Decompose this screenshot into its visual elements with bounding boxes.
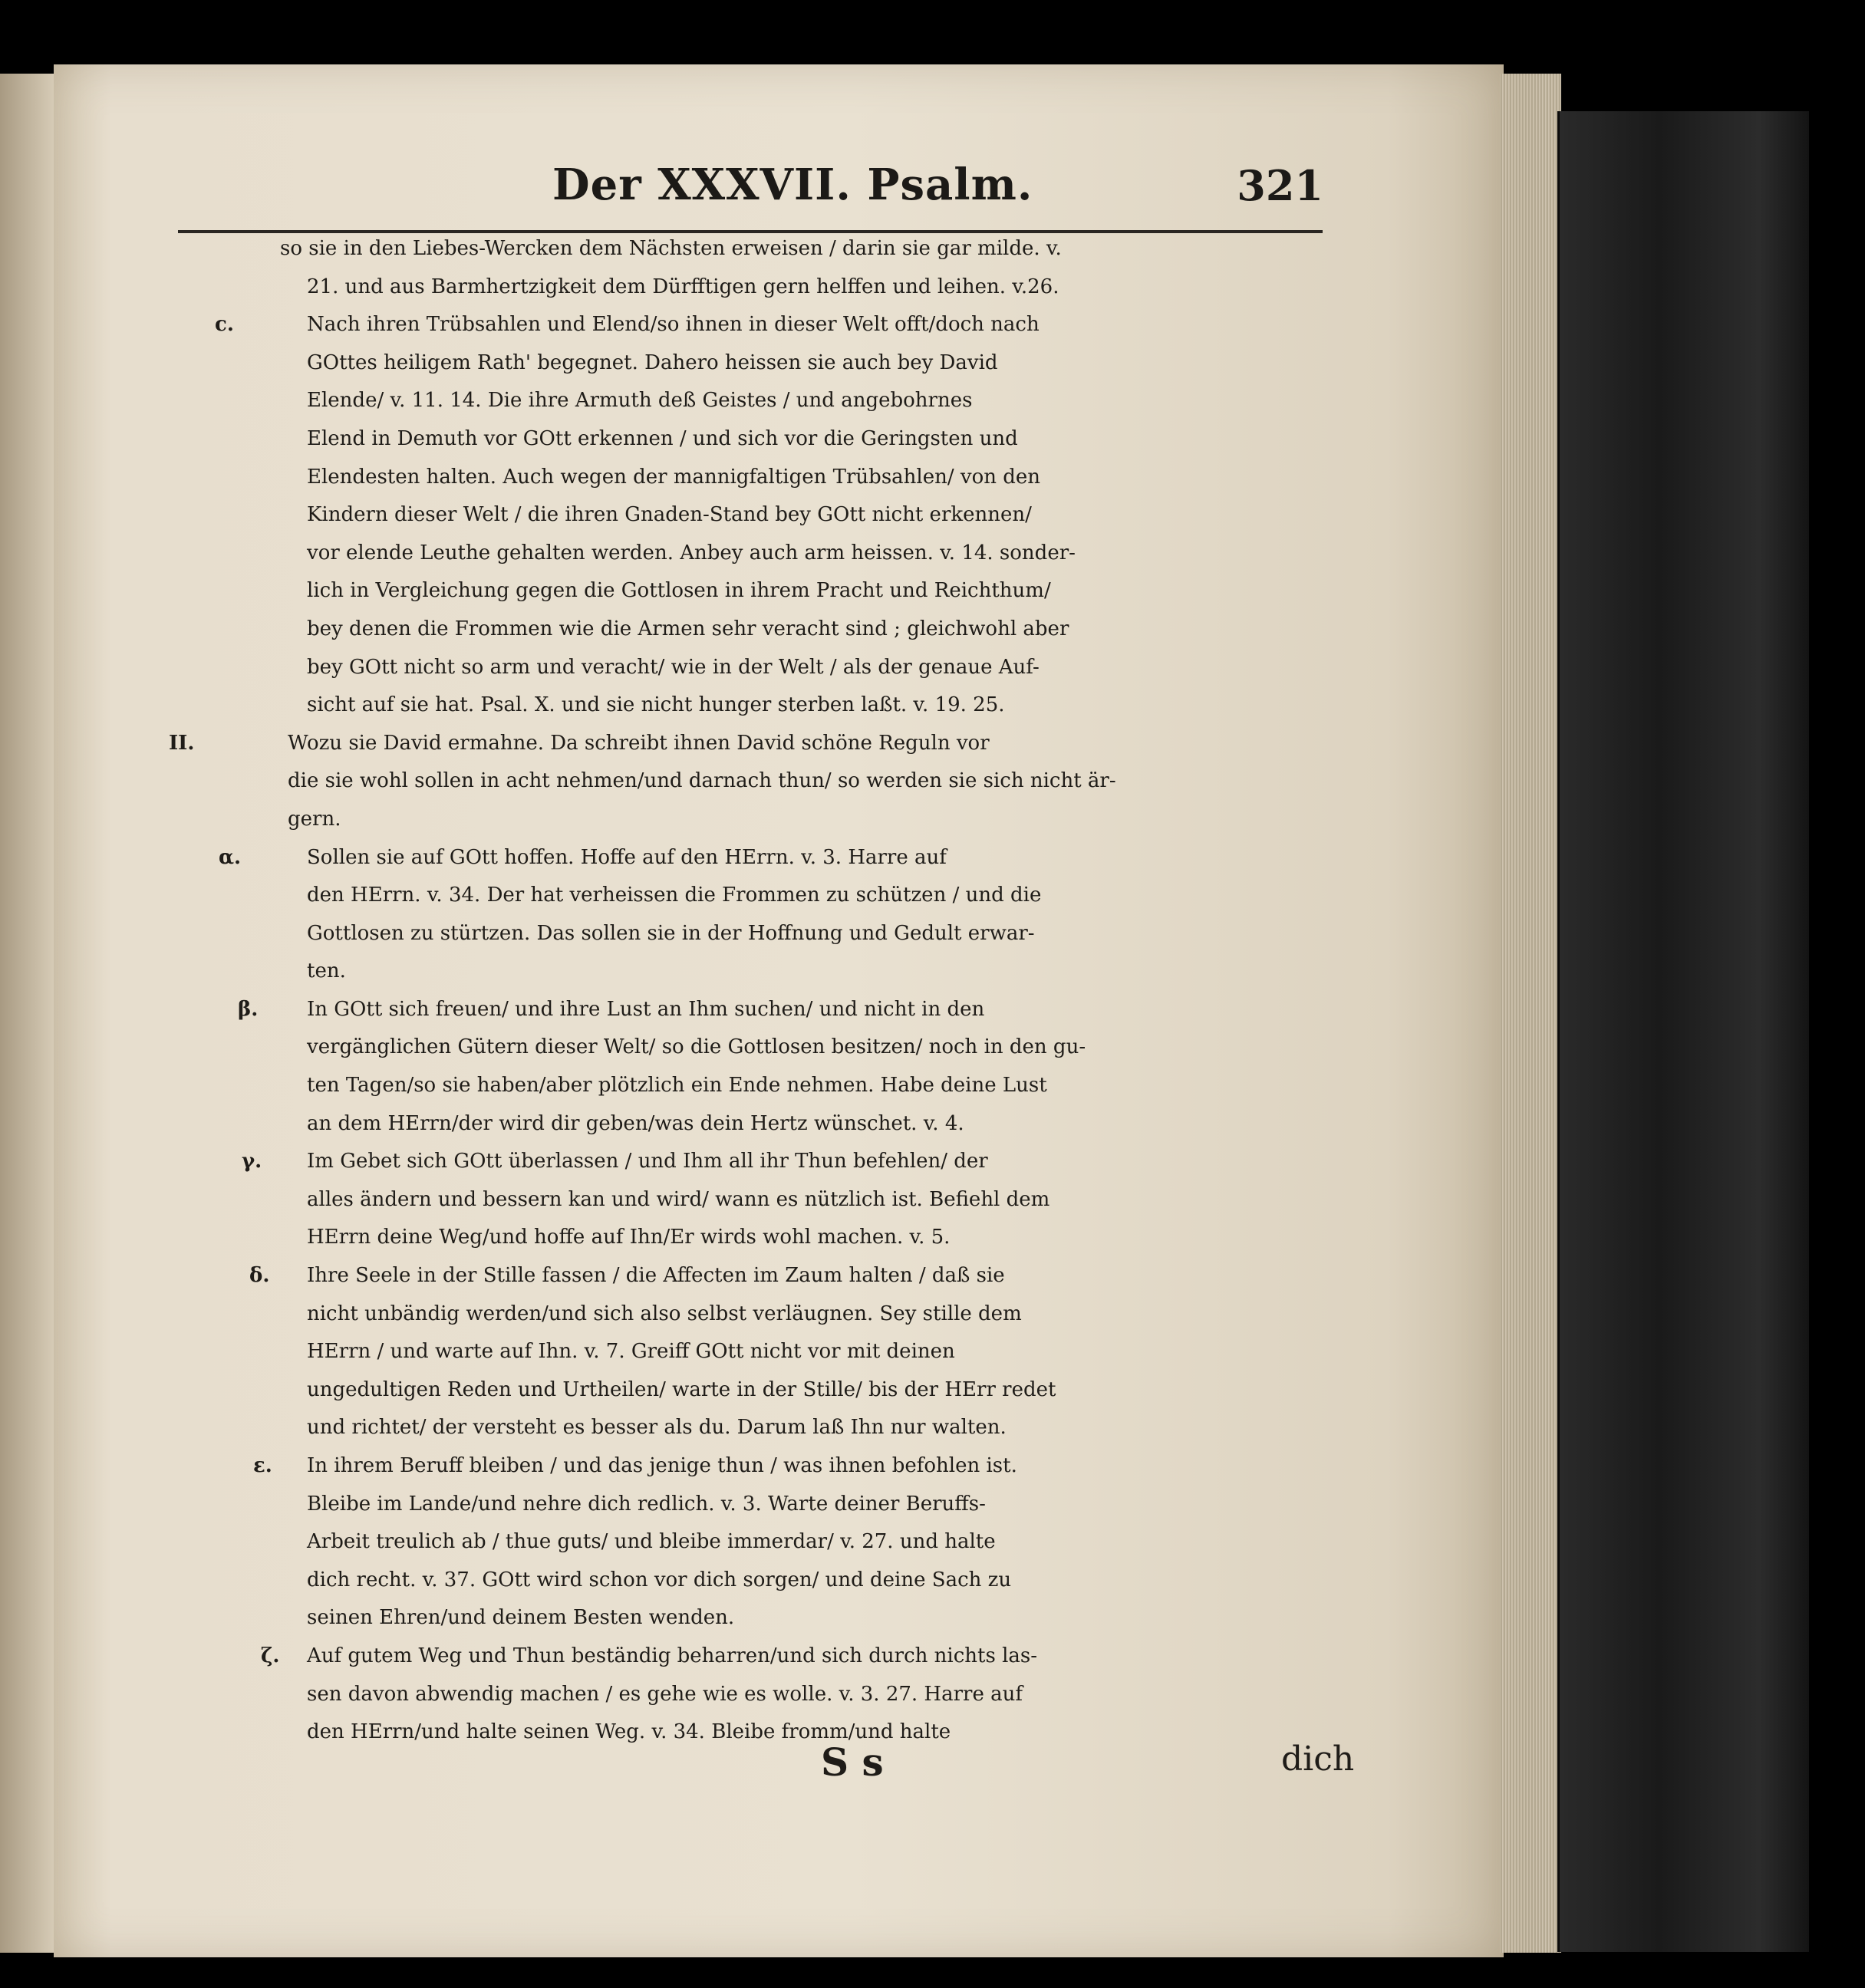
text-line: die sie wohl sollen in acht nehmen/und darnach thun/ so werden sie sich nicht är- — [288, 769, 1116, 793]
text-line: gern. — [288, 807, 341, 831]
running-header — [552, 160, 1323, 221]
text-line-item — [165, 306, 1362, 344]
text-line: dich recht. v. 37. GOtt wird schon vor dich sorgen/ und deine Sach zu — [307, 1568, 1012, 1591]
text-line: Elend in Demuth vor GOtt erkennen / und sich vor die Geringsten und — [307, 426, 1018, 450]
text-line: und richtet/ der versteht es besser als du. Darum laß Ihn nur walten. — [307, 1416, 1007, 1440]
item-marker: α. — [219, 845, 242, 869]
text-line: sen davon abwendig machen / es gehe wie es wolle. v. 3. 27. Harre auf — [307, 1682, 1023, 1706]
text-line: sicht auf sie hat. Psal. X. und sie nicht hunger sterben laßt. v. 19. 25. — [307, 693, 1005, 717]
text-line: vergänglichen Gütern dieser Welt/ so die Gottlosen besitzen/ noch in den gu- — [307, 1035, 1086, 1059]
text-line: Elende/ v. 11. 14. Die ihre Armuth deß Geistes / und angebohrnes — [307, 389, 973, 413]
text-line-item — [165, 1637, 1362, 1676]
text-line: vor elende Leuthe gehalten werden. Anbey auch arm heissen. v. 14. sonder- — [307, 541, 1076, 564]
text-line: GOttes heiligem Rath' begegnet. Dahero heissen sie auch bey David — [307, 351, 998, 374]
text-line: seinen Ehren/und deinem Besten wenden. — [307, 1606, 735, 1630]
page-fore-edge — [1500, 74, 1561, 1953]
section-marker: II. — [169, 731, 195, 755]
text-line: In GOtt sich freuen/ und ihre Lust an Ihm suchen/ und nicht in den — [307, 997, 985, 1021]
text-line-item — [165, 725, 1362, 763]
text-line-item — [165, 1143, 1362, 1181]
text-line: bey denen die Frommen wie die Armen sehr veracht sind ; gleichwohl aber — [307, 617, 1069, 640]
text-line: ten. — [307, 959, 346, 983]
book-cover — [1557, 111, 1809, 1952]
item-marker: ε. — [253, 1454, 272, 1477]
signature-mark: S s — [821, 1740, 884, 1785]
item-marker: δ. — [249, 1264, 270, 1288]
text-line: Im Gebet sich GOtt überlassen / und Ihm all ihr Thun befehlen/ der — [307, 1150, 988, 1173]
body-text — [165, 230, 1362, 1752]
text-line: Gottlosen zu stürtzen. Das sollen sie in der Hoffnung und Gedult erwar- — [307, 921, 1035, 945]
text-line: Nach ihren Trübsahlen und Elend/so ihnen in dieser Welt offt/doch nach — [307, 313, 1040, 337]
text-line: ten Tagen/so sie haben/aber plötzlich ein Ende nehmen. Habe deine Lust — [307, 1074, 1047, 1098]
text-line: Sollen sie auf GOtt hoffen. Hoffe auf den HErrn. v. 3. Harre auf — [307, 845, 947, 869]
text-line-item — [165, 991, 1362, 1029]
text-line: an dem HErrn/der wird dir geben/was dein Hertz wünschet. v. 4. — [307, 1111, 964, 1135]
text-line: Wozu sie David ermahne. Da schreibt ihnen David schöne Reguln vor — [288, 731, 990, 755]
page-title: Der XXXVII. Psalm. — [552, 160, 1033, 210]
text-line-item — [165, 1447, 1362, 1486]
text-line: HErrn deine Weg/und hoffe auf Ihn/Er wirds wohl machen. v. 5. — [307, 1226, 951, 1249]
text-line: Kindern dieser Welt / die ihren Gnaden-Stand bey GOtt nicht erkennen/ — [307, 503, 1032, 527]
text-line: so sie in den Liebes-Wercken dem Nächsten erweisen / darin sie gar milde. v. — [280, 237, 1062, 260]
item-marker: ζ. — [261, 1644, 280, 1667]
text-line: 21. und aus Barmhertzigkeit dem Dürfftigen gern helffen und leihen. v.26. — [307, 275, 1059, 298]
left-page-edge — [0, 74, 54, 1953]
text-line: Auf gutem Weg und Thun beständig beharren/und sich durch nichts las- — [307, 1644, 1038, 1667]
text-line: Bleibe im Lande/und nehre dich redlich. v. 3. Warte deiner Beruffs- — [307, 1492, 986, 1516]
text-line: nicht unbändig werden/und sich also selbst verläugnen. Sey stille dem — [307, 1302, 1022, 1325]
text-line: In ihrem Beruff bleiben / und das jenige thun / was ihnen befohlen ist. — [307, 1454, 1017, 1477]
text-line: lich in Vergleichung gegen die Gottlosen in ihrem Pracht und Reichthum/ — [307, 579, 1051, 603]
page-number: 321 — [1237, 161, 1323, 210]
text-line: Ihre Seele in der Stille fassen / die Affecten im Zaum halten / daß sie — [307, 1264, 1005, 1288]
catchword: dich — [1281, 1740, 1355, 1779]
text-line-item — [165, 839, 1362, 877]
text-line: Elendesten halten. Auch wegen der mannigfaltigen Trübsahlen/ von den — [307, 465, 1041, 489]
text-line: HErrn / und warte auf Ihn. v. 7. Greiff GOtt nicht vor mit deinen — [307, 1340, 955, 1364]
item-marker: β. — [238, 997, 259, 1021]
text-line: ungedultigen Reden und Urtheilen/ warte in der Stille/ bis der HErr redet — [307, 1377, 1056, 1401]
text-line: alles ändern und bessern kan und wird/ wann es nützlich ist. Befiehl dem — [307, 1187, 1050, 1211]
text-line-item — [165, 1257, 1362, 1295]
text-line: den HErrn/und halte seinen Weg. v. 34. Bleibe fromm/und halte — [307, 1720, 951, 1744]
item-marker: c. — [215, 313, 234, 337]
item-marker: γ. — [242, 1150, 262, 1173]
text-line: bey GOtt nicht so arm und veracht/ wie in der Welt / als der genaue Auf- — [307, 655, 1040, 679]
text-line: Arbeit treulich ab / thue guts/ und bleibe immerdar/ v. 27. und halte — [307, 1530, 996, 1554]
text-line: den HErrn. v. 34. Der hat verheissen die Frommen zu schützen / und die — [307, 884, 1042, 907]
